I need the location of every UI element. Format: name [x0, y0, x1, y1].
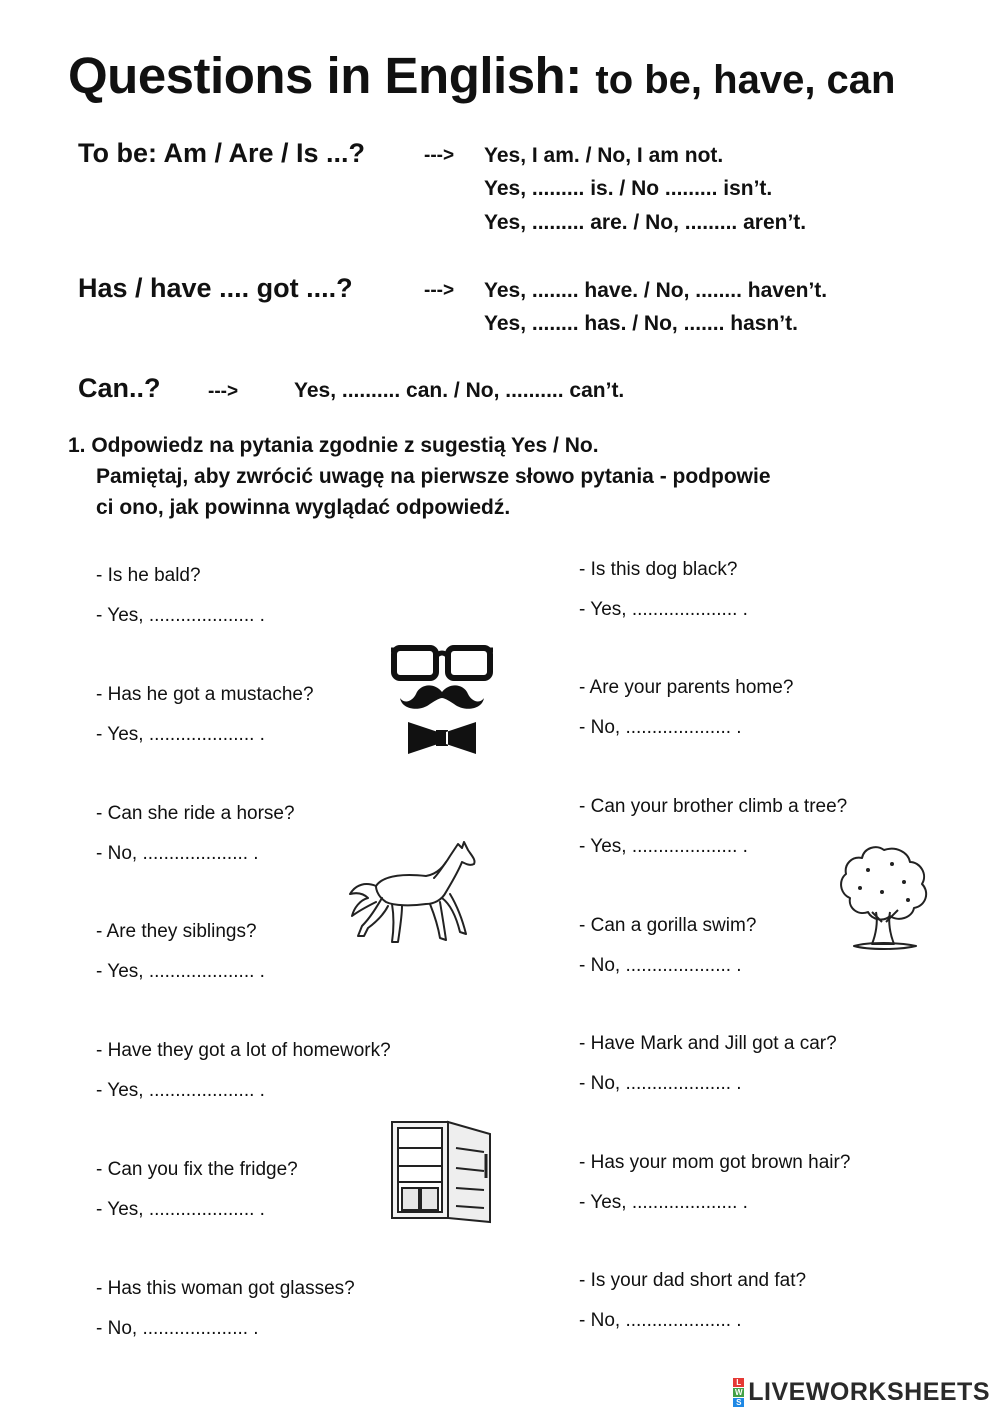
fridge-icon: [386, 1118, 496, 1224]
logo-mark-letter-l: L: [733, 1378, 744, 1387]
left-question-6: - Can you fix the fridge?: [96, 1159, 298, 1180]
horse-icon: [346, 838, 480, 952]
right-question-4: - Can a gorilla swim?: [579, 915, 757, 936]
rule-to-be-arrow: --->: [424, 145, 455, 166]
rule-to-be-answer-1: Yes, I am. / No, I am not.: [484, 144, 724, 167]
right-answer-7[interactable]: - No, .................... .: [579, 1310, 742, 1331]
left-answer-6[interactable]: - Yes, .................... .: [96, 1199, 265, 1220]
left-answer-4[interactable]: - Yes, .................... .: [96, 961, 265, 982]
left-answer-7[interactable]: - No, .................... .: [96, 1318, 259, 1339]
title-main: Questions in English:: [68, 47, 582, 104]
right-question-3: - Can your brother climb a tree?: [579, 796, 848, 817]
rule-can-answer-1: Yes, .......... can. / No, .......... can’t.: [294, 379, 625, 402]
left-answer-5[interactable]: - Yes, .................... .: [96, 1080, 265, 1101]
right-answer-3[interactable]: - Yes, .................... .: [579, 836, 748, 857]
left-question-3: - Can she ride a horse?: [96, 803, 295, 824]
right-question-7: - Is your dad short and fat?: [579, 1270, 807, 1291]
right-question-1: - Is this dog black?: [579, 559, 738, 580]
instructions: [68, 430, 771, 523]
page-title: [68, 46, 895, 105]
right-answer-4[interactable]: - No, .................... .: [579, 955, 742, 976]
bowtie-icon: [408, 722, 476, 754]
rule-have-answer-2: Yes, ........ has. / No, ....... hasn’t.: [484, 312, 798, 335]
right-answer-1[interactable]: - Yes, .................... .: [579, 599, 748, 620]
liveworksheets-logo: [733, 1378, 990, 1407]
right-question-2: - Are your parents home?: [579, 677, 794, 698]
right-answer-2[interactable]: - No, .................... .: [579, 717, 742, 738]
left-answer-1[interactable]: - Yes, .................... .: [96, 605, 265, 626]
logo-mark-letter-w: W: [734, 1388, 743, 1397]
rule-have-question: Has / have .... got ....?: [78, 273, 353, 303]
right-answer-6[interactable]: - Yes, .................... .: [579, 1192, 748, 1213]
mustache-icon: [400, 685, 484, 708]
logo-mark-letter-s: S: [733, 1398, 744, 1407]
rule-to-be-answer-3: Yes, ......... are. / No, ......... aren’t.: [484, 211, 807, 234]
title-sub: to be, have, can: [595, 58, 896, 102]
right-question-5: - Have Mark and Jill got a car?: [579, 1033, 837, 1054]
instruction-line-2: Pamiętaj, aby zwrócić uwagę na pierwsze słowo pytania - podpowie: [96, 465, 771, 488]
right-question-6: - Has your mom got brown hair?: [579, 1152, 851, 1173]
rule-can-question: Can..?: [78, 373, 161, 403]
left-question-1: - Is he bald?: [96, 565, 201, 586]
left-question-5: - Have they got a lot of homework?: [96, 1040, 391, 1061]
logo-mark-icon: [733, 1378, 744, 1407]
rule-have-answer-1: Yes, ........ have. / No, ........ haven’t.: [484, 279, 828, 302]
left-answer-3[interactable]: - No, .................... .: [96, 843, 259, 864]
rule-to-be-question: To be: Am / Are / Is ...?: [78, 138, 366, 168]
glasses-icon: [391, 648, 493, 678]
rule-have-arrow: --->: [424, 280, 455, 301]
left-answer-2[interactable]: - Yes, .................... .: [96, 724, 265, 745]
tree-icon: [838, 842, 930, 954]
left-question-2: - Has he got a mustache?: [96, 684, 314, 705]
right-answer-5[interactable]: - No, .................... .: [579, 1073, 742, 1094]
left-question-7: - Has this woman got glasses?: [96, 1278, 355, 1299]
instruction-line-3: ci ono, jak powinna wyglądać odpowiedź.: [96, 496, 511, 519]
left-question-4: - Are they siblings?: [96, 921, 257, 942]
instruction-line-1: 1. Odpowiedz na pytania zgodnie z sugestią Yes / No.: [68, 434, 599, 457]
rule-to-be-answer-2: Yes, ......... is. / No ......... isn’t.: [484, 177, 773, 200]
rule-can-arrow: --->: [208, 381, 239, 402]
glasses-mustache-bowtie-icon: [390, 628, 494, 758]
logo-text: LIVEWORKSHEETS: [748, 1378, 990, 1406]
